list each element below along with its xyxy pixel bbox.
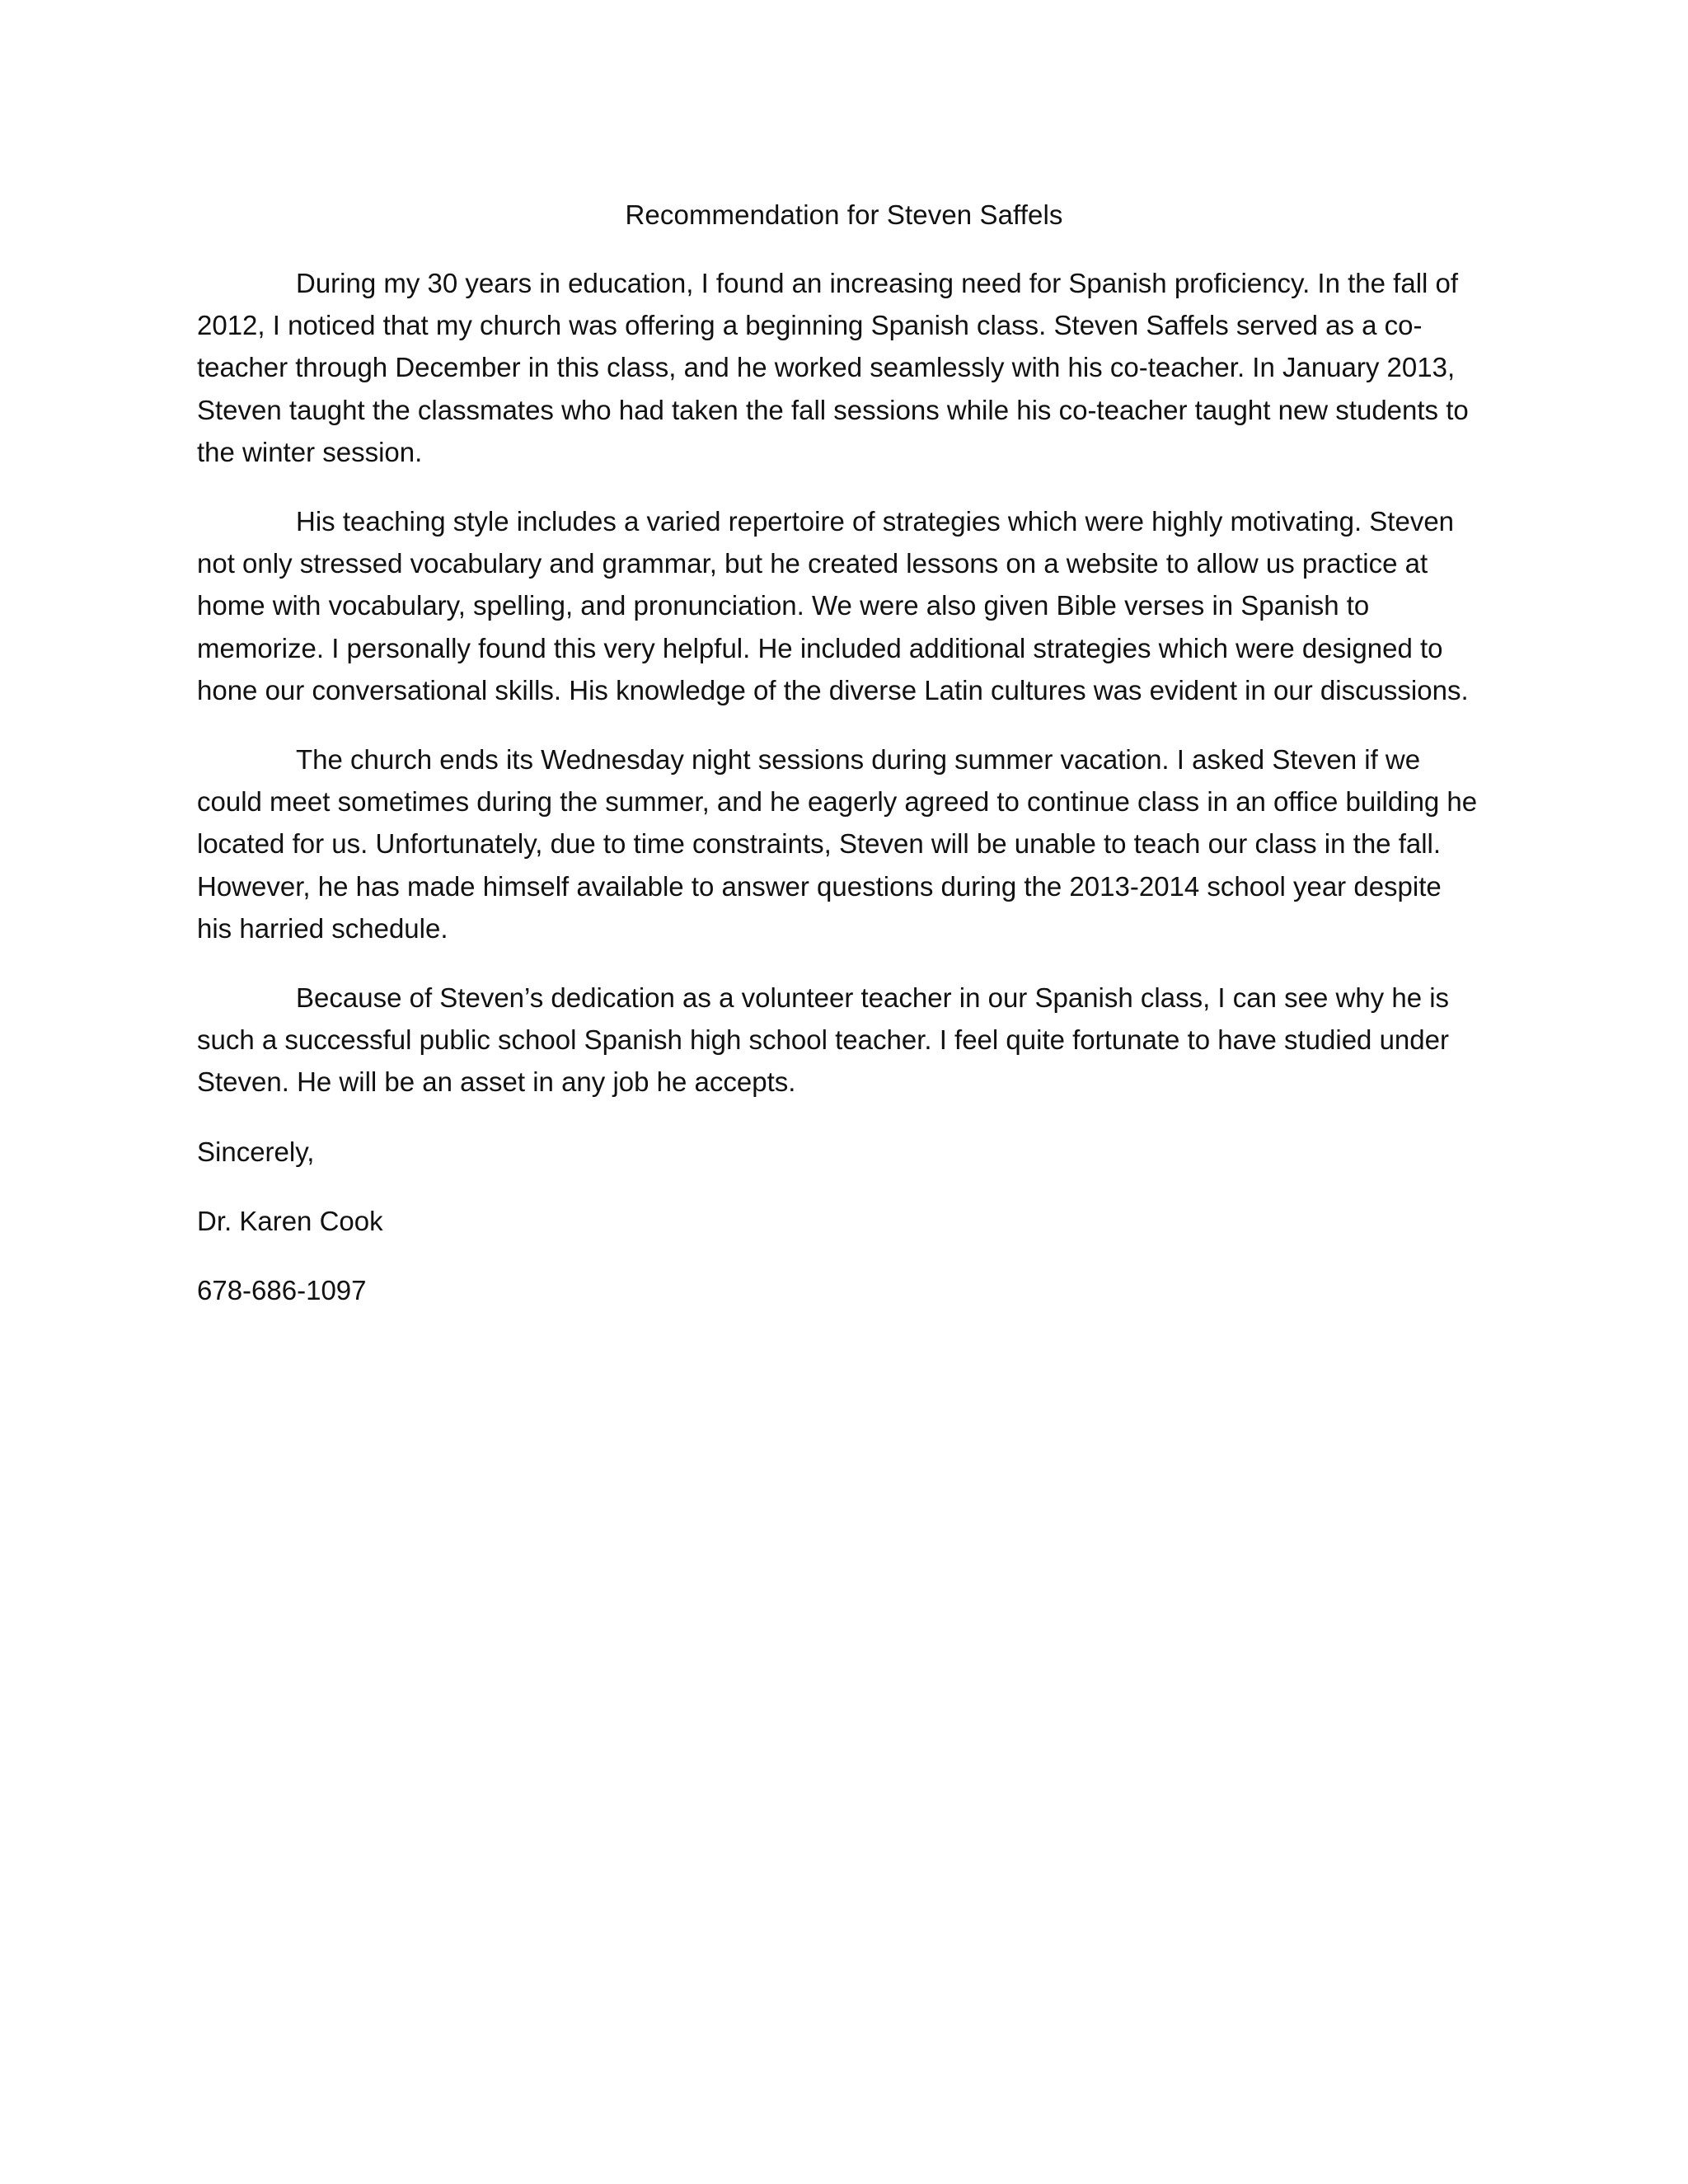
closing: Sincerely, (197, 1136, 315, 1167)
paragraph-2: His teaching style includes a varied repertoire of strategies which were highly motivating. Steven not only stressed vocabulary and grammar, but he created lessons on a website to allow us practice at home with vocabulary, spelling, and pronunciation. We were also given Bible verses in Spanish to memorize. I personally found this very helpful. He included additional strategies which were designed to hone our conversational skills. His knowledge of the diverse Latin cultures was evident in our discussions. (197, 506, 1469, 705)
paragraph-3: The church ends its Wednesday night sessions during summer vacation. I asked Steven if we could meet sometimes during the summer, and he eagerly agreed to continue class in an office building he located for us. Unfortunately, due to time constraints, Steven will be unable to teach our class in the fall. However, he has made himself available to answer questions during the 2013-2014 school year despite his harried schedule. (197, 744, 1478, 944)
paragraph-1: During my 30 years in education, I found an increasing need for Spanish proficiency. In the fall of 2012, I noticed that my church was offering a beginning Spanish class. Steven Saffels served as a co-teacher through December in this class, and he worked seamlessly with his co-teacher. In January 2013, Steven taught the classmates who had taken the fall sessions while his co-teacher taught new students to the winter session. (197, 268, 1469, 467)
paragraph-4: Because of Steven’s dedication as a volunteer teacher in our Spanish class, I can see why he is such a successful public school Spanish high school teacher. I feel quite fortunate to have studied under Steven. He will be an asset in any job he accepts. (197, 982, 1450, 1098)
letter-title: Recommendation for Steven Saffels (625, 199, 1063, 230)
phone-number: 678-686-1097 (197, 1275, 367, 1306)
signer-name: Dr. Karen Cook (197, 1205, 383, 1236)
letter-body (197, 262, 1483, 1338)
